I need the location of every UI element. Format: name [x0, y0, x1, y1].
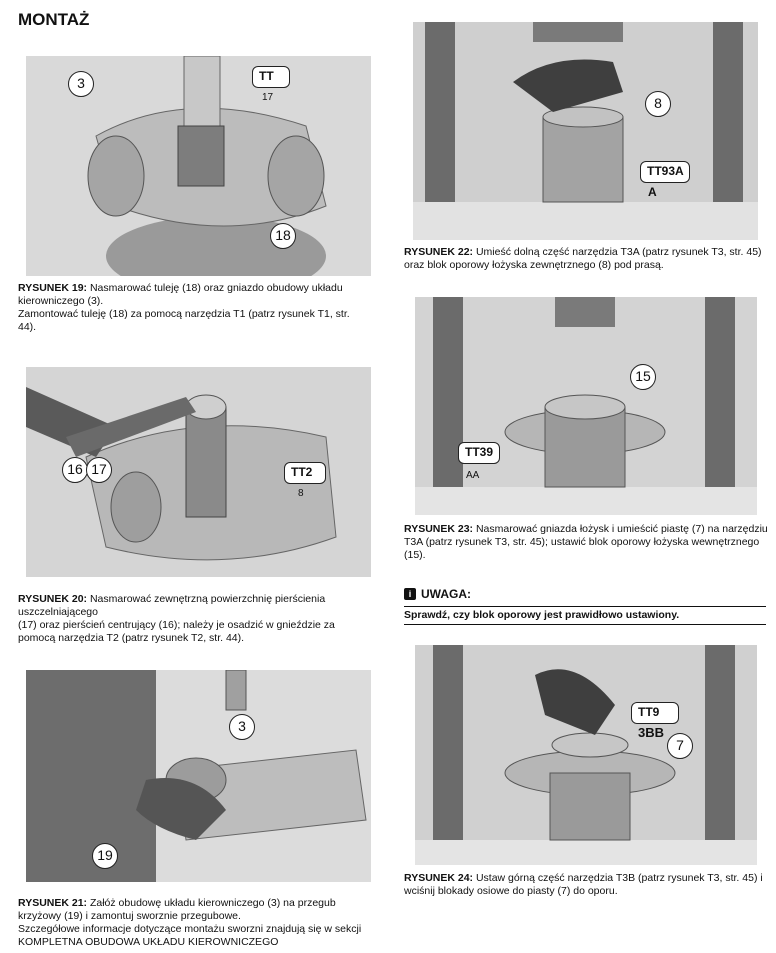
figure-20-text: Nasmarować zewnętrzną powierzchnię pierścienia uszczelniającego [18, 593, 326, 618]
figure-24-label: RYSUNEK 24: [404, 872, 474, 884]
callout-18: 18 [270, 223, 296, 249]
figure-22-text: Umieść dolną część narzędzia T3A (patrz rysunek T3, str. 45) oraz blok oporowy łożyska zewnętrznego (8) pod prasą. [404, 246, 762, 271]
figure-21-text2: Szczegółowe informacje dotyczące montażu sworzni znajdują się w sekcji KOMPLETNA OBUDOWA UKŁADU KIEROWNICZEGO [18, 923, 362, 948]
figure-21-caption [18, 897, 368, 949]
figure-23-caption [404, 523, 770, 562]
figure-20-label: RYSUNEK 20: [18, 593, 88, 605]
figure-21-photo [26, 670, 371, 882]
tool-label-t3a: TT93A [640, 161, 690, 183]
callout-16: 16 [62, 457, 88, 483]
figure-22-label: RYSUNEK 22: [404, 246, 474, 258]
figure-20-text2: (17) oraz pierścień centrujący (16); należy je osadzić w gnieździe za pomocą narzędzia T2 (patrz rysunek T2, str. 44). [18, 619, 335, 644]
figure-23-label: RYSUNEK 23: [404, 523, 474, 535]
callout-8: 8 [645, 91, 671, 117]
axial-lock-illustration [415, 645, 757, 865]
tool-label-t3b: TT9 [631, 702, 679, 724]
info-icon: i [404, 588, 416, 600]
figure-24-caption [404, 872, 770, 898]
callout-3: 3 [229, 714, 255, 740]
press-bearing-block-illustration [413, 22, 758, 240]
figure-20-caption [18, 593, 368, 645]
tool-sub-label: 17 [262, 92, 274, 103]
callout-17: 17 [86, 457, 112, 483]
figure-19-caption [18, 282, 368, 334]
note-title-text: UWAGA: [421, 587, 471, 601]
axle-assembly-illustration [26, 670, 371, 882]
figure-22-caption [404, 246, 770, 272]
figure-21-label: RYSUNEK 21: [18, 897, 88, 909]
hub-illustration [415, 297, 757, 515]
figure-24-photo [415, 645, 757, 865]
callout-19: 19 [92, 843, 118, 869]
figure-19-label: RYSUNEK 19: [18, 282, 88, 294]
callout-15: 15 [630, 364, 656, 390]
note-title [404, 587, 471, 601]
figure-21-text: Załóż obudowę układu kierowniczego (3) na przegub krzyżowy (19) i zamontuj sworznie przegubowe. [18, 897, 336, 922]
tool-sub-label: 8 [298, 488, 304, 499]
tool-sub-label: 3BB [638, 725, 665, 740]
callout-3: 3 [68, 71, 94, 97]
figure-24-text: Ustaw górną część narzędzia T3B (patrz rysunek T3, str. 45) i wciśnij blokady osiowe do piasty (7) do oporu. [404, 872, 763, 897]
figure-19-text2: Zamontować tuleję (18) za pomocą narzędzia T1 (patrz rysunek T1, str. 44). [18, 308, 350, 333]
figure-23-text: Nasmarować gniazda łożysk i umieścić piastę (7) na narzędziu T3A (patrz rysunek T3, str. 45); ustawić blok oporowy łożyska wewnętrznego (15). [404, 523, 768, 561]
callout-7: 7 [667, 733, 693, 759]
figure-23-photo [415, 297, 757, 515]
page-heading: MONTAŻ [18, 10, 90, 29]
tool-label-t2: TT2 [284, 462, 326, 484]
tool-label-t3a-hub: TT39 [458, 442, 500, 464]
tool-sub-label: AA [466, 470, 480, 481]
tool-label-t1: TT [252, 66, 290, 88]
note-text: Sprawdź, czy blok oporowy jest prawidłowo ustawiony. [404, 606, 766, 625]
figure-22-photo [413, 22, 758, 240]
figure-19-text: Nasmarować tuleję (18) oraz gniazdo obudowy układu kierowniczego (3). [18, 282, 343, 307]
tool-sub-label: A [648, 185, 657, 199]
